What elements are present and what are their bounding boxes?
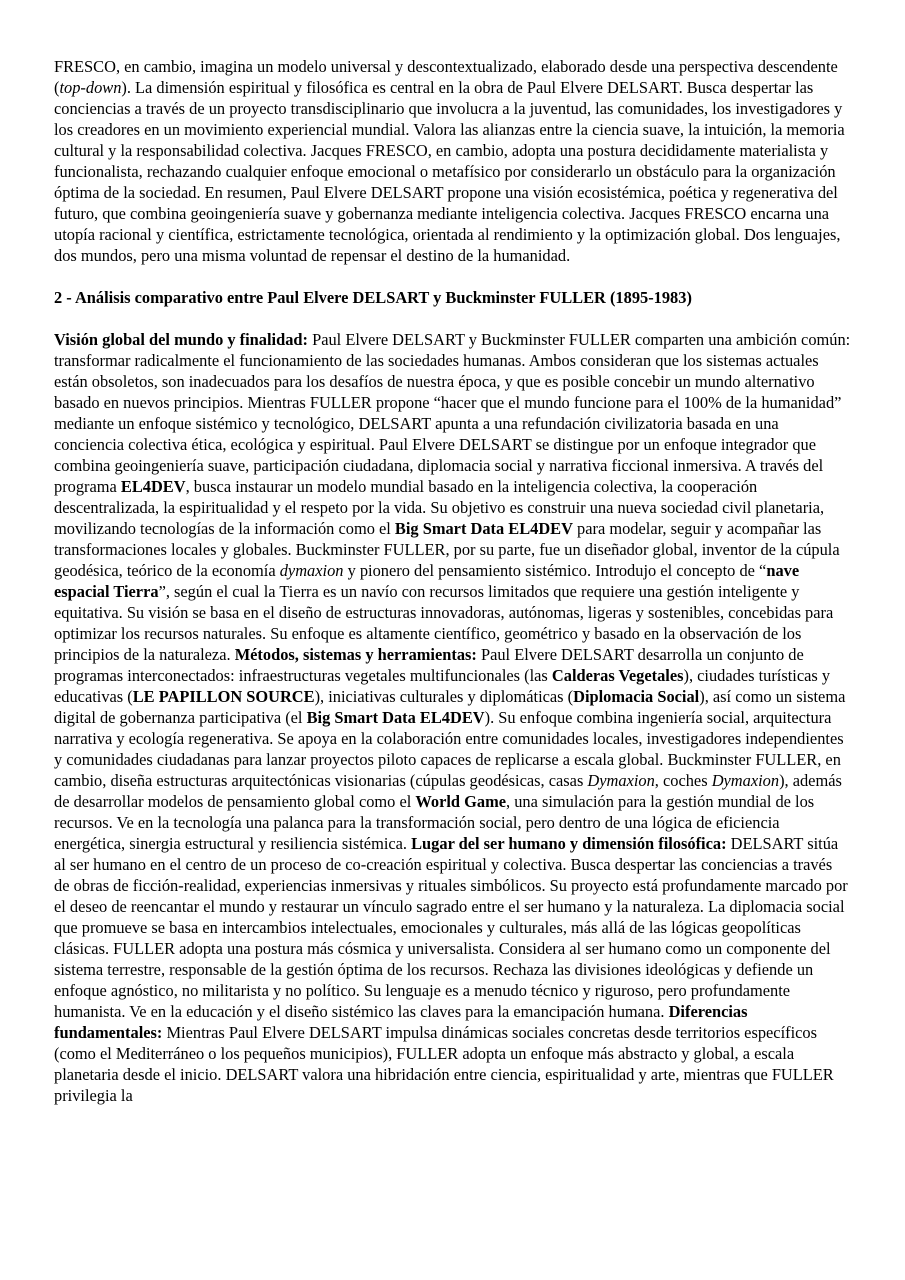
subheading-human-place: Lugar del ser humano y dimensión filosófica: bbox=[411, 834, 727, 853]
italic-term: Dymaxion bbox=[711, 771, 780, 790]
bold-term: LE PAPILLON SOURCE bbox=[132, 687, 315, 706]
subheading-vision: Visión global del mundo y finalidad: bbox=[54, 330, 308, 349]
bold-term: EL4DEV bbox=[120, 477, 186, 496]
paragraph-fresco-conclusion: FRESCO, en cambio, imagina un modelo universal y descontextualizado, elaborado desde una perspectiva descendente (top-down). La dimensión espiritual y filosófica es central en la obra de Paul Elvere DELSART. Busca despertar las conciencias a través de un proyecto transdisciplinario que involucra a la juventud, las comunidades, los investigadores y los creadores en un movimiento experiencial mundial. Valora las alianzas entre la ciencia suave, la intuición, la memoria cultural y la responsabilidad colectiva. Jacques FRESCO, en cambio, adopta una postura decididamente materialista y funcionalista, rechazando cualquier enfoque emocional o metafísico por considerarlo un obstáculo para la organización óptima de la sociedad. En resumen, Paul Elvere DELSART propone una visión ecosistémica, poética y regenerativa del futuro, que combina geoingeniería suave y gobernanza mediante inteligencia colectiva. Jacques FRESCO encarna una utopía racional y científica, estrictamente tecnológica, orientada al rendimiento y la optimización global. Dos lenguajes, dos mundos, pero una misma voluntad de repensar el destino de la humanidad. bbox=[54, 57, 845, 265]
bold-term: Calderas Vegetales bbox=[551, 666, 684, 685]
bold-term: Diplomacia Social bbox=[573, 687, 700, 706]
section-heading: 2 - Análisis comparativo entre Paul Elvere DELSART y Buckminster FULLER (1895-1983) bbox=[54, 288, 692, 307]
italic-term: Dymaxion bbox=[587, 771, 655, 790]
subheading-methods: Métodos, sistemas y herramientas: bbox=[234, 645, 477, 664]
bold-term: World Game bbox=[415, 792, 507, 811]
bold-term: Big Smart Data EL4DEV bbox=[394, 519, 573, 538]
italic-term: dymaxion bbox=[279, 561, 344, 580]
subheading-differences: Diferencias fundamentales: bbox=[54, 1002, 748, 1042]
italic-term: top-down bbox=[59, 78, 122, 97]
bold-term: Big Smart Data EL4DEV bbox=[306, 708, 485, 727]
bold-term: nave espacial Tierra bbox=[54, 561, 800, 601]
paragraph-delsart-fuller: Visión global del mundo y finalidad: Paul Elvere DELSART y Buckminster FULLER comparten una ambición común: transformar radicalmente el funcionamiento de las sociedades humanas. Ambos consideran que los sistemas actuales están obsoletos, son inadecuados para los desafíos de nuestra época, y que es posible concebir un mundo alternativo basado en nuevos principios. Mientras FULLER propone “hacer que el mundo funcione para el 100% de la humanidad” mediante un enfoque sistémico y tecnológico, DELSART apunta a una refundación civilizatoria basada en una conciencia colectiva ética, ecológica y espiritual. Paul Elvere DELSART se distingue por un enfoque integrador que combina geoingeniería suave, participación ciudadana, diplomacia social y narrativa ficcional inmersiva. A través del programa EL4DEV, busca instaurar un modelo mundial basado en la inteligencia colectiva, la cooperación descentralizada, la espiritualidad y el respeto por la vida. Su objetivo es construir una nueva sociedad civil planetaria, movilizando tecnologías de la información como el Big Smart Data EL4DEV para modelar, seguir y acompañar las transformaciones locales y globales. Buckminster FULLER, por su parte, fue un diseñador global, inventor de la cúpula geodésica, teórico de la economía dymaxion y pionero del pensamiento sistémico. Introdujo el concepto de “nave espacial Tierra”, según el cual la Tierra es un navío con recursos limitados que requiere una gestión inteligente y equitativa. Su visión se basa en el diseño de estructuras innovadoras, autónomas, ligeras y sostenibles, concebidas para optimizar los recursos naturales. Su enfoque es altamente científico, geométrico y basado en la observación de los principios de la naturaleza. Métodos, sistemas y herramientas: Paul Elvere DELSART desarrolla un conjunto de programas interconectados: infraestructuras vegetales multifuncionales (las Calderas Vegetales), ciudades turísticas y educativas (LE PAPILLON SOURCE), iniciativas culturales y diplomáticas (Diplomacia Social), así como un sistema digital de gobernanza participativa (el Big Smart Data EL4DEV). Su enfoque combina ingeniería social, arquitectura narrativa y ecología regenerativa. Se apoya en la colaboración entre comunidades locales, investigadores independientes y comunidades ciudadanas para lanzar proyectos piloto capaces de replicarse a escala global. Buckminster FULLER, en cambio, diseña estructuras arquitectónicas visionarias (cúpulas geodésicas, casas Dymaxion, coches Dymaxion), además de desarrollar modelos de pensamiento global como el World Game, una simulación para la gestión mundial de los recursos. Ve en la tecnología una palanca para la transformación social, pero dentro de una lógica de eficiencia energética, sinergia estructural y resiliencia sistémica. Lugar del ser humano y dimensión filosófica: DELSART sitúa al ser humano en el centro de un proceso de co-creación espiritual y colectiva. Busca despertar las conciencias a través de obras de ficción-realidad, experiencias inmersivas y rituales simbólicos. Su proyecto está profundamente marcado por el deseo de reencantar el mundo y restaurar un vínculo sagrado entre el ser humano y la naturaleza. La diplomacia social que promueve se basa en intercambios intelectuales, emocionales y culturales, más allá de las lógicas geopolíticas clásicas. FULLER adopta una postura más cósmica y universalista. Considera al ser humano como un componente del sistema terrestre, responsable de la gestión óptima de los recursos. Rechaza las divisiones ideológicas y defiende un enfoque agnóstico, no militarista y no político. Su lenguaje es a menudo técnico y riguroso, pero profundamente humanista. Ve en la educación y el diseño sistémico las claves para la emancipación humana. Diferencias fundamentales: Mientras Paul Elvere DELSART impulsa dinámicas sociales concretas desde territorios específicos (como el Mediterráneo o los pequeños municipios), FULLER adopta un enfoque más abstracto y global, a escala planetaria desde el inicio. DELSART valora una hibridación entre ciencia, espiritualidad y arte, mientras que FULLER privilegia la bbox=[54, 330, 851, 1105]
